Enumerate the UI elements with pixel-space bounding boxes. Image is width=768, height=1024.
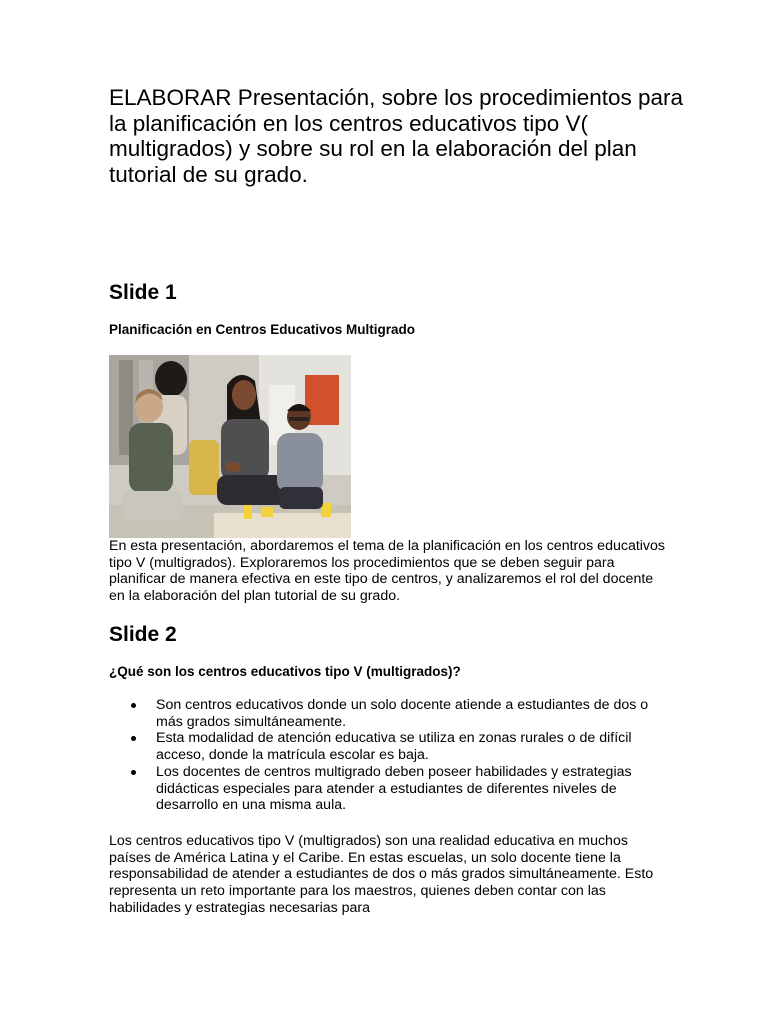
slide-2-bullet-list xyxy=(109,697,669,814)
bullet-icon xyxy=(131,703,136,708)
bullet-icon xyxy=(131,770,136,775)
list-item xyxy=(109,697,669,730)
slide-2-paragraph: Los centros educativos tipo V (multigrados) son una realidad educativa en muchos países de América Latina y el Caribe. En estas escuelas, un solo docente tiene la responsabilidad de atender a estudiantes de dos o más grados simultáneamente. Esto representa un reto importante para los maestros, quienes deben contar con las habilidades y estrategias necesarias para xyxy=(109,833,654,916)
list-item xyxy=(109,730,669,763)
slide-1-paragraph: En esta presentación, abordaremos el tema de la planificación en los centros educativos tipo V (multigrados). Exploraremos los procedimientos que se deben seguir para planificar de manera efectiva en este tipo de centros, y analizaremos el rol del docente en la elaboración del plan tutorial de su grado. xyxy=(109,538,666,605)
document-title: ELABORAR Presentación, sobre los procedimientos para la planificación en los centros educativos tipo V( multigrados) y sobre su rol en la elaboración del plan tutorial de su grado. xyxy=(109,85,684,187)
bullet-icon xyxy=(131,736,136,741)
slide-2-heading: Slide 2 xyxy=(109,623,177,646)
list-item-text: Esta modalidad de atención educativa se utiliza en zonas rurales o de difícil acceso, donde la matrícula escolar es baja. xyxy=(156,730,632,764)
classroom-photo-illustration xyxy=(109,355,351,538)
list-item-text: Son centros educativos donde un solo docente atiende a estudiantes de dos o más grados simultáneamente. xyxy=(156,697,649,730)
list-item xyxy=(109,764,669,814)
classroom-photo xyxy=(109,355,351,538)
slide-1-subheading: Planificación en Centros Educativos Multigrado xyxy=(109,322,416,337)
slide-2-subheading: ¿Qué son los centros educativos tipo V (multigrados)? xyxy=(109,664,461,679)
list-item-text: Los docentes de centros multigrado deben poseer habilidades y estrategias didácticas especiales para atender a estudiantes de diferentes niveles de desarrollo en una misma aula. xyxy=(156,763,632,814)
slide-1-heading: Slide 1 xyxy=(109,281,177,304)
